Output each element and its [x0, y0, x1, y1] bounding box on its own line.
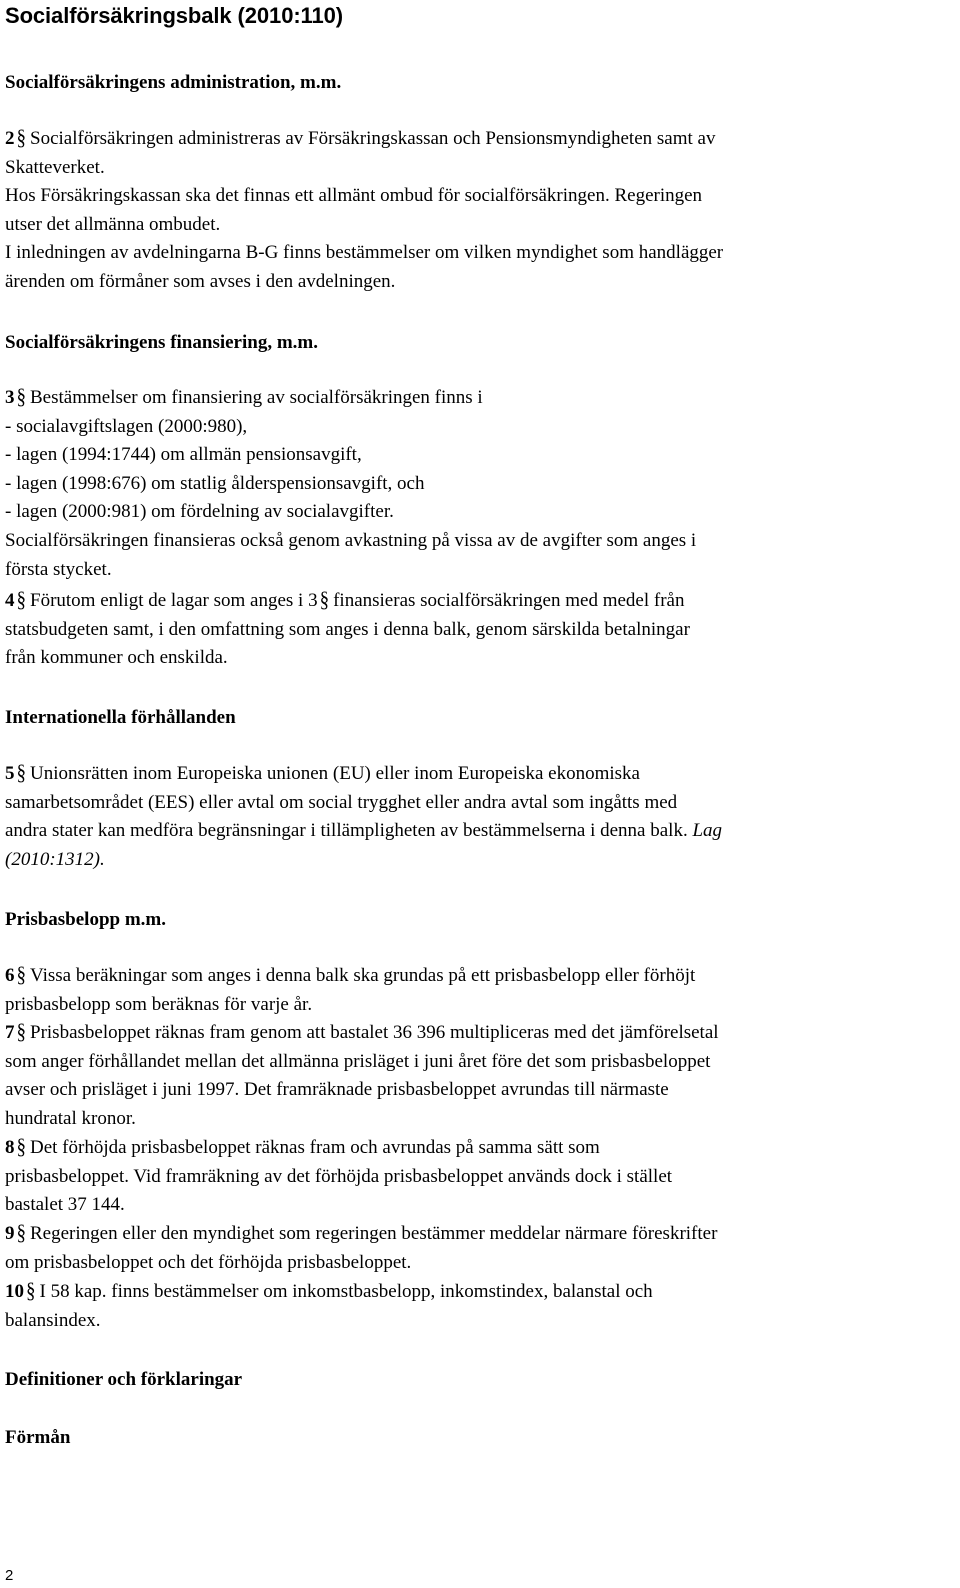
paragraph-number: 5	[5, 763, 15, 784]
paragraph-number: 10	[5, 1281, 24, 1302]
paragraph-text: Unionsrätten inom Europeiska unionen (EU) eller inom Europeiska ekonomiska	[30, 763, 640, 784]
page-number: 2	[5, 1567, 14, 1584]
section-symbol-icon: §	[16, 963, 26, 988]
paragraph-line: Socialförsäkringen finansieras också genom avkastning på vissa av de avgifter som anges i	[5, 529, 697, 551]
paragraph-line: Hos Försäkringskassan ska det finnas ett allmänt ombud för socialförsäkringen. Regeringen	[5, 185, 703, 207]
paragraph-line: avser och prisläget i juni 1997. Det framräknade prisbasbeloppet avrundas till närmaste	[5, 1079, 669, 1101]
law-reference: Lag	[692, 820, 723, 842]
section-symbol-icon: §	[16, 1221, 26, 1246]
paragraph-line: - lagen (2000:981) om fördelning av socialavgifter.	[5, 501, 394, 523]
paragraph-8	[5, 1134, 953, 1220]
heading-price-base: Prisbasbelopp m.m.	[5, 909, 166, 930]
heading-international: Internationella förhållanden	[5, 707, 236, 728]
paragraph-line: - lagen (1994:1744) om allmän pensionsavgift,	[5, 444, 362, 466]
paragraph-number: 8	[5, 1137, 15, 1158]
section-symbol-icon: §	[16, 761, 26, 786]
paragraph-text: Det förhöjda prisbasbeloppet räknas fram och avrundas på samma sätt som	[30, 1137, 600, 1158]
law-reference: (2010:1312).	[5, 848, 105, 870]
paragraph-number: 6	[5, 965, 15, 986]
heading-formon: Förmån	[5, 1427, 71, 1448]
paragraph-line: - lagen (1998:676) om statlig ålderspensionsavgift, och	[5, 472, 425, 494]
paragraph-line: från kommuner och enskilda.	[5, 647, 228, 669]
paragraph-text: Regeringen eller den myndighet som regeringen bestämmer meddelar närmare föreskrifter	[30, 1223, 718, 1244]
paragraph-3	[5, 384, 953, 584]
paragraph-10	[5, 1278, 953, 1335]
paragraph-6	[5, 962, 953, 1019]
document-title: Socialförsäkringsbalk (2010:110)	[5, 3, 343, 28]
paragraph-line: Skatteverket.	[5, 156, 105, 178]
paragraph-line: samarbetsområdet (EES) eller avtal om social trygghet eller andra avtal som ingåtts med	[5, 791, 678, 813]
paragraph-line: utser det allmänna ombudet.	[5, 213, 221, 235]
paragraph-text: andra stater kan medföra begränsningar i tillämpligheten av bestämmelserna i denna balk.	[5, 820, 688, 842]
paragraph-number: 7	[5, 1022, 15, 1043]
section-symbol-icon: §	[16, 126, 26, 151]
paragraph-number: 9	[5, 1223, 15, 1244]
paragraph-line: första stycket.	[5, 558, 112, 580]
paragraph-number: 2	[5, 128, 15, 149]
paragraph-line: bastalet 37 144.	[5, 1194, 125, 1216]
section-symbol-icon: §	[16, 1020, 26, 1045]
paragraph-line: som anger förhållandet mellan det allmänna prisläget i juni året före det som prisbasbeloppet	[5, 1050, 711, 1072]
paragraph-text: Förutom enligt de lagar som anges i 3	[30, 590, 318, 611]
paragraph-text: Bestämmelser om finansiering av socialförsäkringen finns i	[30, 387, 483, 408]
paragraph-line: hundratal kronor.	[5, 1107, 136, 1129]
section-symbol-icon: §	[319, 588, 330, 613]
paragraph-text: Prisbasbeloppet räknas fram genom att bastalet 36 396 multipliceras med det jämförelsetal	[30, 1022, 719, 1043]
paragraph-5	[5, 760, 953, 874]
paragraph-number: 4	[5, 590, 15, 611]
paragraph-line: prisbasbelopp som beräknas för varje år.	[5, 993, 313, 1015]
paragraph-text: Vissa beräkningar som anges i denna balk ska grundas på ett prisbasbelopp eller förhöjt	[30, 965, 696, 986]
paragraph-line: - socialavgiftslagen (2000:980),	[5, 415, 248, 437]
paragraph-line: ärenden om förmåner som avses i den avdelningen.	[5, 270, 396, 292]
heading-administration: Socialförsäkringens administration, m.m.	[5, 72, 342, 93]
heading-financing: Socialförsäkringens finansiering, m.m.	[5, 332, 318, 353]
paragraph-line: om prisbasbeloppet och det förhöjda prisbasbeloppet.	[5, 1251, 412, 1273]
paragraph-line: I inledningen av avdelningarna B-G finns bestämmelser om vilken myndighet som handlägger	[5, 242, 724, 264]
paragraph-text: finansieras socialförsäkringen med medel från	[333, 590, 685, 611]
heading-definitions: Definitioner och förklaringar	[5, 1369, 243, 1390]
paragraph-2	[5, 125, 953, 297]
section-symbol-icon: §	[16, 1135, 26, 1160]
paragraph-9	[5, 1220, 953, 1277]
paragraph-4	[5, 587, 953, 673]
paragraph-text: I 58 kap. finns bestämmelser om inkomstbasbelopp, inkomstindex, balanstal och	[39, 1281, 653, 1302]
paragraph-text: Socialförsäkringen administreras av Försäkringskassan och Pensionsmyndigheten samt av	[30, 128, 716, 149]
paragraph-7	[5, 1019, 953, 1133]
paragraph-line: statsbudgeten samt, i den omfattning som anges i denna balk, genom särskilda betalningar	[5, 618, 690, 640]
section-symbol-icon: §	[16, 385, 26, 410]
paragraph-line: balansindex.	[5, 1309, 101, 1331]
paragraph-line: prisbasbeloppet. Vid framräkning av det förhöjda prisbasbeloppet används dock i stället	[5, 1165, 673, 1187]
section-symbol-icon: §	[16, 588, 26, 613]
section-symbol-icon: §	[26, 1279, 36, 1304]
paragraph-number: 3	[5, 387, 15, 408]
